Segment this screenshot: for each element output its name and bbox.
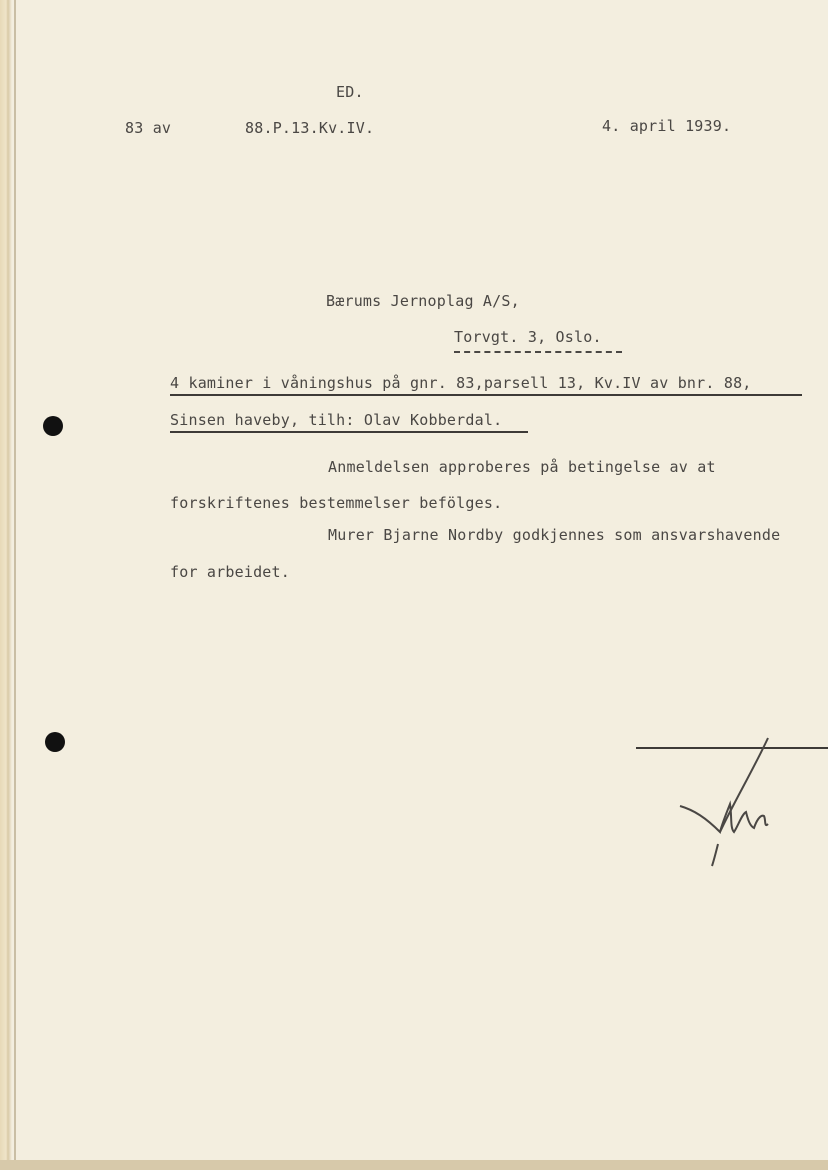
paper-bottom-edge (0, 1160, 828, 1170)
recipient-company: Bærums Jernoplag A/S, (326, 292, 520, 310)
case-reference: 88.P.13.Kv.IV. (245, 119, 375, 137)
subject-underline-1 (170, 394, 802, 396)
subject-line-2: Sinsen haveby, tilh: Olav Kobberdal. (170, 411, 503, 429)
body-paragraph-2-line-1: Murer Bjarne Nordby godkjennes som ansvarshavende (328, 526, 781, 544)
letter-date: 4. april 1939. (602, 117, 732, 135)
paper-left-edge (0, 0, 12, 1170)
punch-hole-upper (43, 416, 63, 436)
punch-hole-lower (45, 732, 65, 752)
body-paragraph-2-line-2: for arbeidet. (170, 563, 290, 581)
subject-line-1: 4 kaminer i våningshus på gnr. 83,parsell 13, Kv.IV av bnr. 88, (170, 374, 752, 392)
recipient-address: Torvgt. 3, Oslo. (454, 328, 602, 346)
body-paragraph-1-line-2: forskriftenes bestemmelser befölges. (170, 494, 503, 512)
header-code: ED. (336, 83, 364, 101)
handwritten-signature (672, 732, 782, 872)
address-dashed-underline (454, 351, 622, 353)
body-paragraph-1-line-1: Anmeldelsen approberes på betingelse av at (328, 458, 716, 476)
journal-number: 83 av (125, 119, 172, 137)
margin-line (14, 0, 16, 1170)
subject-underline-2 (170, 431, 528, 433)
